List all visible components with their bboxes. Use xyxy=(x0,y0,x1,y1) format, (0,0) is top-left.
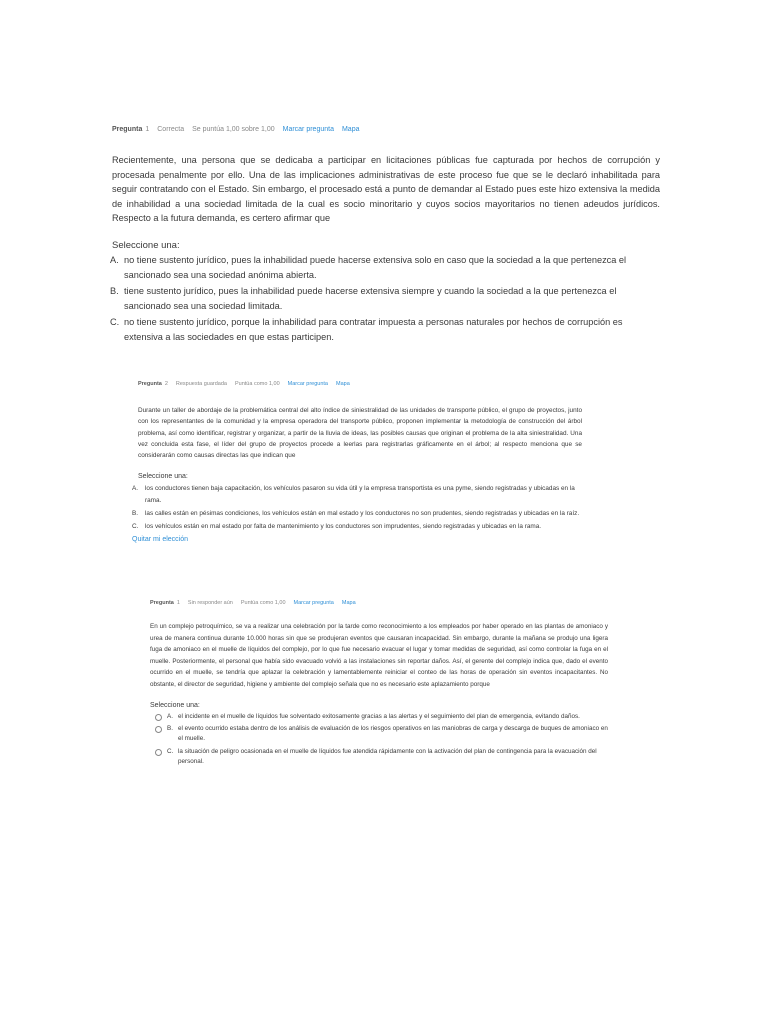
question-number: 2 xyxy=(164,381,168,387)
option-text: el incidente en el muelle de líquidos fue solventado exitosamente gracias a las alertas y el seguimiento del plan de emergencia, evitando daños. xyxy=(178,712,580,720)
question-label: Pregunta xyxy=(138,381,162,387)
answer-option-c[interactable] xyxy=(150,747,608,768)
answer-option-b[interactable] xyxy=(112,284,660,314)
radio-button[interactable] xyxy=(155,714,162,721)
option-letter: A. xyxy=(167,712,173,720)
option-letter: B. xyxy=(167,724,173,732)
option-text: los conductores tienen baja capacitación, los vehículos pasaron su vida útil y la empresa transportista es una pyme, siendo registradas y ubicadas en la rama. xyxy=(145,485,575,504)
question-number: 1 xyxy=(145,126,150,133)
option-text: los vehículos están en mal estado por falta de mantenimiento y los conductores son imprudentes, siendo registradas y ubicadas en la rama. xyxy=(145,523,542,531)
question-status: Sin responder aún xyxy=(187,600,233,606)
question-info-bar xyxy=(150,600,608,606)
option-text: las calles están en pésimas condiciones, los vehículos están en mal estado y los conductores no son prudentes, siendo registradas y ubicadas en la raíz. xyxy=(145,509,580,517)
map-link[interactable]: Mapa xyxy=(341,600,356,606)
question-score: Se puntúa 1,00 sobre 1,00 xyxy=(192,126,275,133)
map-link[interactable]: Mapa xyxy=(336,381,350,387)
option-letter: B. xyxy=(132,509,139,517)
option-text: no tiene sustento jurídico, porque la inhabilidad para contratar impuesta a personas naturales por hechos de corrupción es extensiva a las sociedades en que estas participen. xyxy=(124,316,623,342)
option-text: el evento ocurrido estaba dentro de los análisis de evaluación de los riesgos operativos en las maniobras de carga y descarga de buques de amoniaco en el muelle. xyxy=(178,724,608,743)
clear-choice-link[interactable]: Quitar mi elección xyxy=(132,536,189,544)
question-3-block xyxy=(150,600,608,770)
select-one-prompt: Seleccione una: xyxy=(138,473,188,481)
answer-option-a[interactable] xyxy=(112,253,660,283)
answer-option-c[interactable] xyxy=(132,521,582,532)
question-score: Puntúa como 1,00 xyxy=(234,381,280,387)
option-letter: A. xyxy=(110,254,119,265)
answer-option-b[interactable] xyxy=(132,508,582,519)
option-text: no tiene sustento jurídico, pues la inhabilidad puede hacerse extensiva solo en caso que la sociedad a la que pertenezca el sancionado sea una sociedad anónima abierta. xyxy=(124,254,627,280)
question-1-block xyxy=(112,126,660,346)
question-2-block xyxy=(132,381,582,544)
question-text: Recientemente, una persona que se dedicaba a participar en licitaciones públicas fue capturada por hechos de corrupción y procesada penalmente por ello. Una de las implicaciones administrativas de este proceso fue que se le declaró inhabilitada para seguir contratando con el Estado. Sin embargo, el procesado está a punto de demandar al Estado pues este hizo extensiva la medida de inhabilidad a una sociedad limitada de la cual es socio minoritario y cuyos socios mayoritarios no tienen adeudos jurídicos. Respecto a la futura demanda, es certero afirmar que xyxy=(112,155,660,223)
answer-option-b[interactable] xyxy=(150,724,608,745)
flag-question-link[interactable]: Marcar pregunta xyxy=(287,381,328,387)
option-letter: B. xyxy=(110,285,119,296)
select-one-prompt: Seleccione una: xyxy=(112,239,180,251)
option-text: tiene sustento jurídico, pues la inhabilidad puede hacerse extensiva siempre y cuando la sociedad a la que pertenezca el sancionado sea una sociedad limitada. xyxy=(124,285,617,311)
question-text: En un complejo petroquímico, se va a realizar una celebración por la tarde como reconocimiento a los empleados por haber operado en las plantas de amoniaco y urea de manera continua durante 10.000 horas sin que se produjeran eventos que causaran incapacidad. Sin embargo, durante la mañana se produjo una ligera fuga de amoniaco en el muelle de líquidos del complejo, por lo que fue necesario evacuar el lugar y tomar medidas de seguridad, así como controlar la fuga en el muelle. Posteriormente, el personal que había sido evacuado volvió a las instalaciones sin reportar daños. Así, el gerente del complejo indica que, dado el evento ocurrido en el muelle, se tendría que aplazar la celebración y lamentablemente reiniciar el conteo de las horas de operación sin eventos incapacitantes. No obstante, el director de seguridad, higiene y ambiente del complejo señala que no es necesario este aplazamiento porque xyxy=(150,623,608,688)
question-score: Puntúa como 1,00 xyxy=(240,600,286,606)
question-status: Correcta xyxy=(157,126,185,133)
radio-button[interactable] xyxy=(155,749,162,756)
question-label: Pregunta xyxy=(112,126,143,133)
option-letter: C. xyxy=(110,316,120,327)
option-letter: C. xyxy=(167,747,174,755)
question-info-bar xyxy=(112,126,660,133)
map-link[interactable]: Mapa xyxy=(341,126,360,133)
answer-option-c[interactable] xyxy=(112,315,660,345)
question-info-bar xyxy=(138,381,582,387)
question-label: Pregunta xyxy=(150,600,174,606)
option-letter: C. xyxy=(132,523,139,531)
flag-question-link[interactable]: Marcar pregunta xyxy=(282,126,334,133)
select-one-prompt: Seleccione una: xyxy=(150,701,200,709)
flag-question-link[interactable]: Marcar pregunta xyxy=(293,600,334,606)
question-status: Respuesta guardada xyxy=(175,381,227,387)
answer-option-a[interactable] xyxy=(132,483,582,505)
answer-option-a[interactable] xyxy=(150,712,608,722)
option-text: la situación de peligro ocasionada en el muelle de líquidos fue atendida rápidamente con la activación del plan de contingencia para la evacuación del personal. xyxy=(178,747,597,766)
option-letter: A. xyxy=(132,485,139,493)
question-number: 1 xyxy=(176,600,180,606)
question-text: Durante un taller de abordaje de la problemática central del alto índice de siniestralidad de las unidades de transporte público, el grupo de proyectos, junto con los representantes de la comunidad y la empresa operadora del transporte público, proponen implementar la metodología de construcción del árbol problema, así como identificar, registrar y organizar, a partir de la lluvia de ideas, las posibles causas que originan el problema de la alta siniestralidad. Una vez concluida esta fase, el líder del grupo de proyectos procede a leerlas para registrarlas gráficamente en el árbol; al respecto menciona que se considerarán como causas directas las que indican que xyxy=(138,407,582,460)
radio-button[interactable] xyxy=(155,726,162,733)
